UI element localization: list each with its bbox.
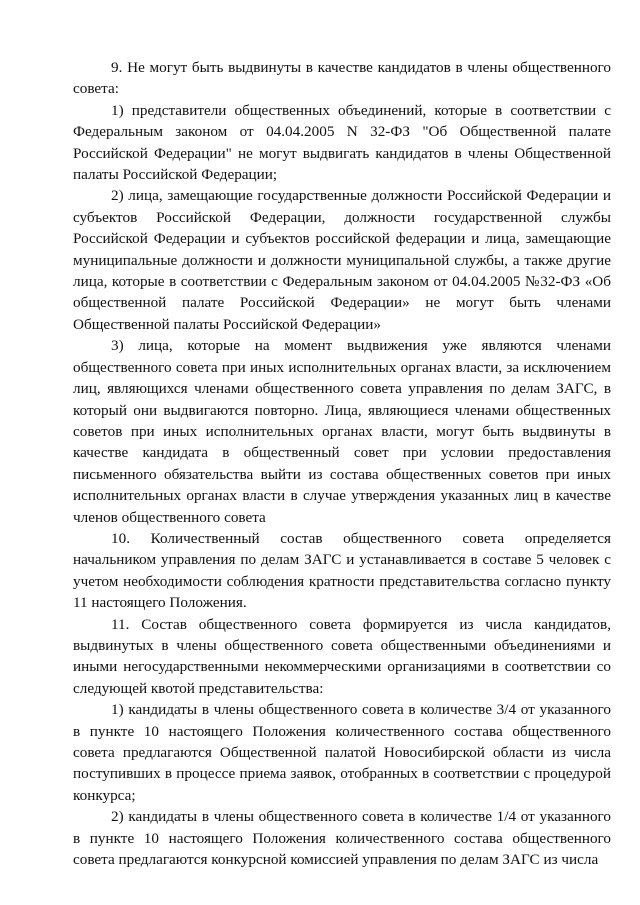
paragraph-subitem-9-3: 3) лица, которые на момент выдвижения уже являются членами общественного совета при иных исполнительных органах власти, за исключением лиц, являющихся членами общественного совета управления по делам ЗАГС, в который они выдвигаются повторно. Лица, являющиеся членами общественных советов при иных исполнительных органах власти, могут быть выдвинуты в качестве кандидата в общественный совет при условии предоставления письменного обязательства выйти из состава общественных советов при иных исполнительных органах власти в случае утверждения указанных лиц в качестве членов общественного совета bbox=[73, 337, 611, 526]
paragraph-item-10: 10. Количественный состав общественного совета определяется начальником управления по делам ЗАГС и устанавливается в составе 5 человек с учетом необходимости соблюдения кратности представительства согласно пункту 11 настоящего Положения. bbox=[73, 529, 611, 612]
paragraph-subitem-9-2: 2) лица, замещающие государственные должности Российской Федерации и субъектов Российской Федерации, должности государственной службы Российской Федерации и субъектов российской федерации и лица, замещающие муниципальные должности и должности муниципальной службы, а также другие лица, которые в соответствии с Федеральным законом от 04.04.2005 №32-ФЗ «Об общественной палате Российской Федерации» не могут быть членами Общественной палаты Российской Федерации» bbox=[73, 187, 611, 333]
paragraph-subitem-11-2: 2) кандидаты в члены общественного совета в количестве 1/4 от указанного в пункте 10 настоящего Положения количественного состава общественного совета предлагаются конкурсной комиссией управления по делам ЗАГС из числа bbox=[73, 808, 611, 869]
paragraph-subitem-9-1: 1) представители общественных объединений, которые в соответствии с Федеральным законом от 04.04.2005 N 32-ФЗ "Об Общественной палате Российской Федерации" не могут выдвигать кандидатов в члены Общественной палаты Российской Федерации; bbox=[73, 101, 611, 184]
paragraph-subitem-11-1: 1) кандидаты в члены общественного совета в количестве 3/4 от указанного в пункте 10 настоящего Положения количественного состава общественного совета предлагаются Общественной палатой Новосибирской области из числа поступивших в процессе приема заявок, отобранных в соответствии с процедурой конкурса; bbox=[73, 701, 611, 804]
document-page bbox=[73, 57, 611, 870]
paragraph-item-11: 11. Состав общественного совета формируется из числа кандидатов, выдвинутых в члены общественного совета общественными объединениями и иными негосударственными некоммерческими организациями в соответствии со следующей квотой представительства: bbox=[73, 615, 611, 697]
paragraph-item-9: 9. Не могут быть выдвинуты в качестве кандидатов в члены общественного совета: bbox=[73, 59, 611, 98]
